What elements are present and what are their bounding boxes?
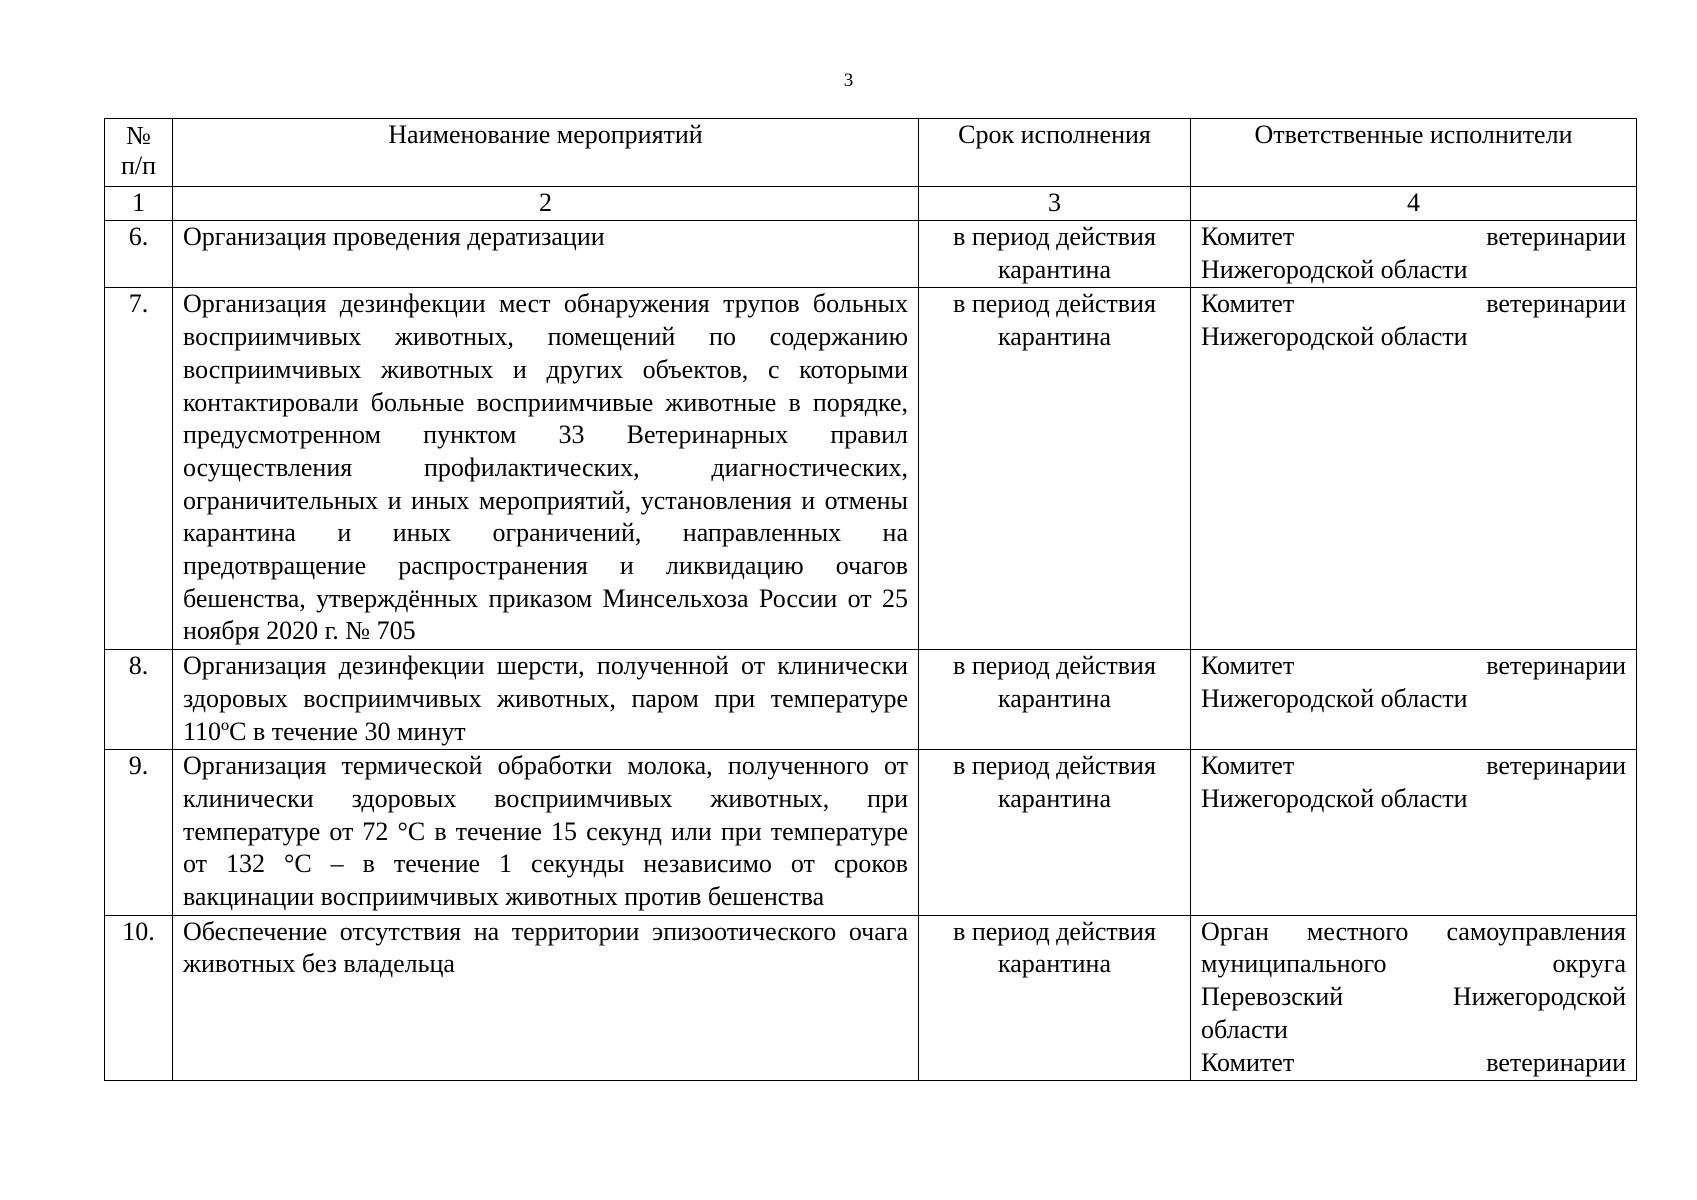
page-number: 3 xyxy=(843,70,854,91)
measure-name: Организация дезинфекции мест обнаружения трупов больных восприимчивых животных, помещений по содержанию восприимчивых животных и других объектов, с которыми контактировали больные восприимчивые животные в порядке, предусмотренном пунктом 33 Ветеринарных правил осуществления профилактических, диагностических, ограничительных и иных мероприятий, установления и отмены карантина и иных ограничений, направленных на предотвращение распространения и ликвидацию очагов бешенства, утверждённых приказом Минсельхоза России от 25 ноября 2020 г. № 705 xyxy=(173,288,919,650)
row-num: 9. xyxy=(105,750,173,916)
term-cell: в период действия карантина xyxy=(919,288,1191,650)
table-row xyxy=(105,288,1637,650)
responsible-line: Комитет ветеринарии xyxy=(1201,1047,1626,1077)
table-row xyxy=(105,915,1637,1081)
row-num: 6. xyxy=(105,221,173,288)
header-responsible: Ответственные исполнители xyxy=(1191,119,1637,187)
table-row xyxy=(105,221,1637,288)
measure-name: Организация термической обработки молока, полученного от клинически здоровых восприимчивых животных, при температуре от 72 °С в течение 15 секунд или при температуре от 132 °С – в течение 1 секунды независимо от сроков вакцинации восприимчивых животных против бешенства xyxy=(173,750,919,916)
responsible-line: области xyxy=(1201,1014,1288,1044)
column-index: 1 xyxy=(105,187,173,221)
header-name: Наименование мероприятий xyxy=(173,119,919,187)
responsible-line: Комитет ветеринарии xyxy=(1201,651,1626,681)
responsible-line: Комитет ветеринарии xyxy=(1201,222,1626,251)
responsible-line: Перевозский Нижегородской xyxy=(1201,982,1626,1012)
responsible-line: муниципального округа xyxy=(1201,949,1626,979)
term-cell: в период действия карантина xyxy=(919,221,1191,288)
term-cell: в период действия карантина xyxy=(919,650,1191,750)
measures-table xyxy=(104,118,1637,1081)
responsible-line: Комитет ветеринарии xyxy=(1201,289,1626,319)
column-index: 3 xyxy=(919,187,1191,221)
responsible-cell xyxy=(1191,915,1637,1081)
responsible-line: Нижегородской области xyxy=(1201,783,1468,813)
column-index: 4 xyxy=(1191,187,1637,221)
responsible-line: Комитет ветеринарии xyxy=(1201,751,1626,781)
responsible-line: Нижегородской области xyxy=(1201,322,1468,352)
responsible-line: Орган местного самоуправления xyxy=(1201,916,1626,946)
term-cell: в период действия карантина xyxy=(919,915,1191,1081)
column-index: 2 xyxy=(173,187,919,221)
responsible-cell xyxy=(1191,750,1637,916)
header-term: Срок исполнения xyxy=(919,119,1191,187)
table-header-row xyxy=(105,119,1637,187)
responsible-cell xyxy=(1191,650,1637,750)
term-cell: в период действия карантина xyxy=(919,750,1191,916)
table-row xyxy=(105,650,1637,750)
header-num: № п/п xyxy=(105,119,173,187)
responsible-line: Нижегородской области xyxy=(1201,683,1468,713)
column-index-row xyxy=(105,187,1637,221)
measure-name: Организация проведения дератизации xyxy=(173,221,919,288)
measure-name: Обеспечение отсутствия на территории эпизоотического очага животных без владельца xyxy=(173,915,919,1081)
table-row xyxy=(105,750,1637,916)
measure-name: Организация дезинфекции шерсти, полученной от клинически здоровых восприимчивых животных, паром при температуре 110ºС в течение 30 минут xyxy=(173,650,919,750)
responsible-cell xyxy=(1191,288,1637,650)
responsible-cell xyxy=(1191,221,1637,288)
row-num: 8. xyxy=(105,650,173,750)
row-num: 10. xyxy=(105,915,173,1081)
row-num: 7. xyxy=(105,288,173,650)
responsible-line: Нижегородской области xyxy=(1201,254,1468,284)
